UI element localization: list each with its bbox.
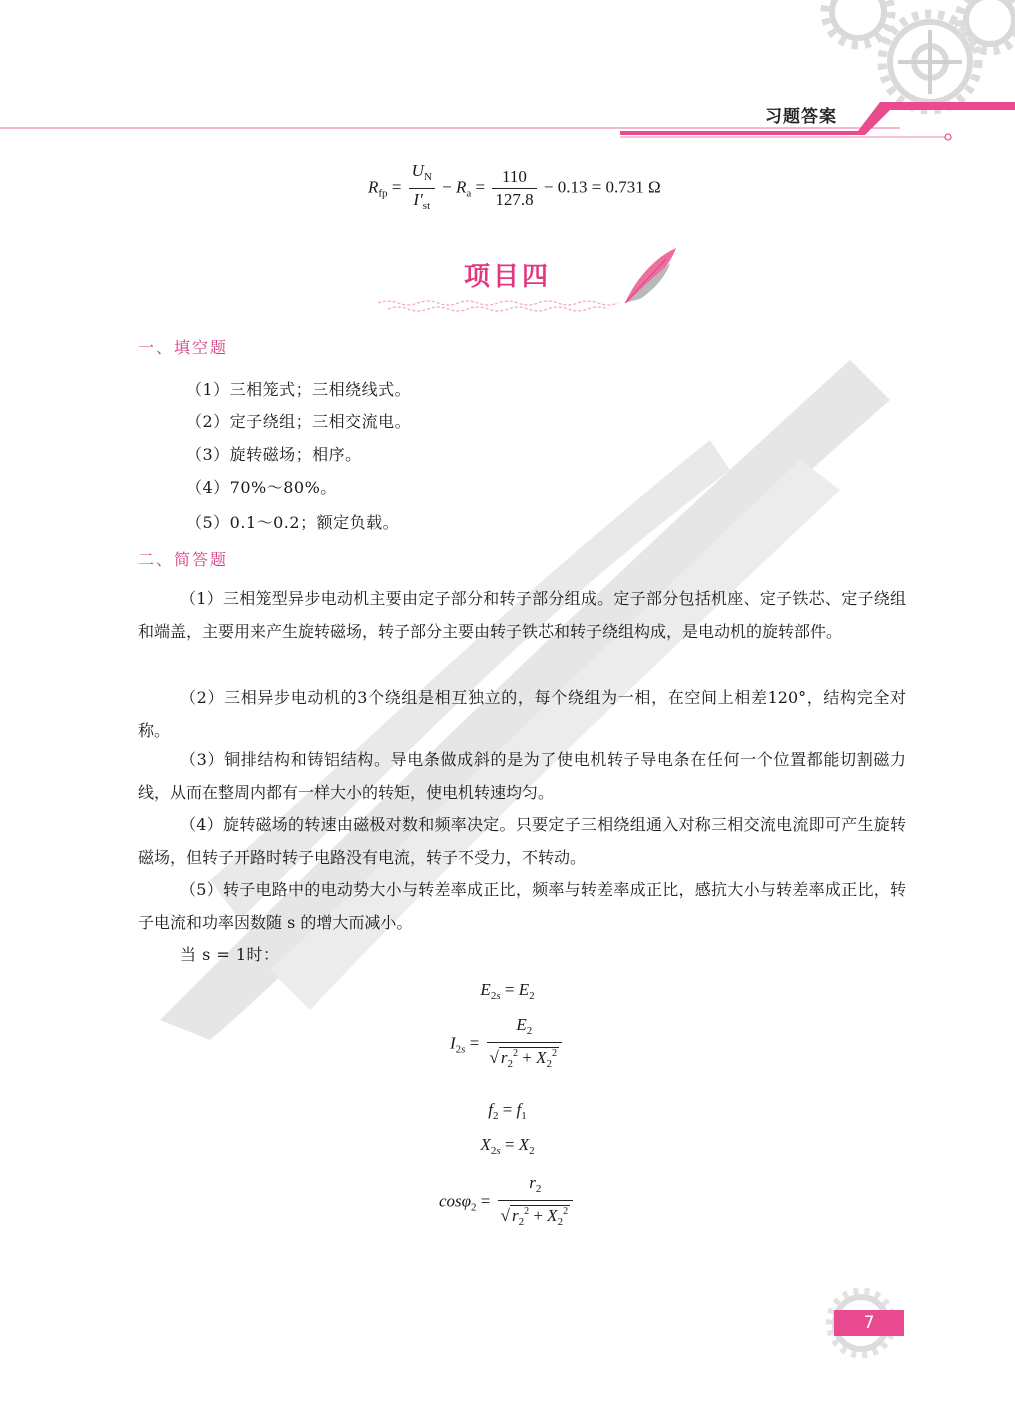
feather-icon — [620, 245, 680, 307]
equation-f2: $f_2 = f_1$ — [488, 1100, 527, 1122]
top-formula: $R_{fp}$ = $\frac{U_N}{I'_{st}}$ − $R_a$ = $\frac{110}{127.8}$ − 0.13 = 0.731 Ω — [368, 160, 661, 217]
list-item: （2）定子绕组；三相交流电。 — [186, 412, 412, 431]
formula-r-fp: R — [368, 177, 379, 197]
header-rule — [0, 98, 1015, 143]
equation-i2s: $I_{2s}$ = $\frac{E_2}{√ r_2^2 + X_2^2}$ — [0, 1014, 1015, 1075]
page-number: 7 — [834, 1310, 904, 1336]
header-title: 习题答案 — [765, 107, 837, 127]
equation-x2s: $X_{2s} = X_2$ — [480, 1135, 535, 1157]
section-short-answer-title: 二、简答题 — [138, 550, 229, 569]
fraction-110-over-127: $\frac{110}{127.8}$ — [492, 166, 536, 211]
list-item: （5）0.1～0.2；额定负载。 — [186, 513, 400, 532]
answer-paragraph: （1）三相笼型异步电动机主要由定子部分和转子部分组成。定子部分包括机座、定子铁芯、定子绕组和端盖，主要用来产生旋转磁场，转子部分主要由转子铁芯和转子绕组构成，是电动机的旋转部件。 — [138, 589, 906, 641]
answer-paragraph: （4）旋转磁场的转速由磁极对数和频率决定。只要定子三相绕组通入对称三相交流电流即可产生旋转磁场，但转子开路时转子电路没有电流，转子不受力，不转动。 — [138, 815, 906, 867]
chapter-divider — [378, 298, 628, 314]
fraction-u-over-i: $\frac{U_N}{I'_{st}}$ — [409, 160, 435, 217]
list-item: （3）旋转磁场；相序。 — [186, 445, 362, 464]
answer-paragraph: （2）三相异步电动机的3个绕组是相互独立的，每个绕组为一相，在空间上相差120°，结构完全对称。 — [138, 688, 906, 740]
list-item: （4）70%～80%。 — [186, 478, 337, 497]
condition-text: 当 s = 1时： — [180, 945, 280, 964]
equation-e2s: $E_{2s} = E_2$ — [480, 980, 535, 1002]
list-item: （1）三相笼式；三相绕线式。 — [186, 380, 412, 399]
answer-paragraph: （3）铜排结构和铸铝结构。导电条做成斜的是为了使电机转子导电条在任何一个位置都能切割磁力线，从而在整周内都有一样大小的转矩，使电机转速均匀。 — [138, 750, 906, 802]
chapter-title: 项目四 — [463, 262, 551, 292]
answer-paragraph: （5）转子电路中的电动势大小与转差率成正比，频率与转差率成正比，感抗大小与转差率成正比，转子电流和功率因数随 s 的增大而减小。 — [138, 880, 906, 932]
equation-cosphi: cosφ$_2$ = $\frac{r_2}{√ r_2^2 + X_2^2}$ — [0, 1172, 1015, 1233]
section-fill-in-title: 一、填空题 — [138, 338, 229, 357]
